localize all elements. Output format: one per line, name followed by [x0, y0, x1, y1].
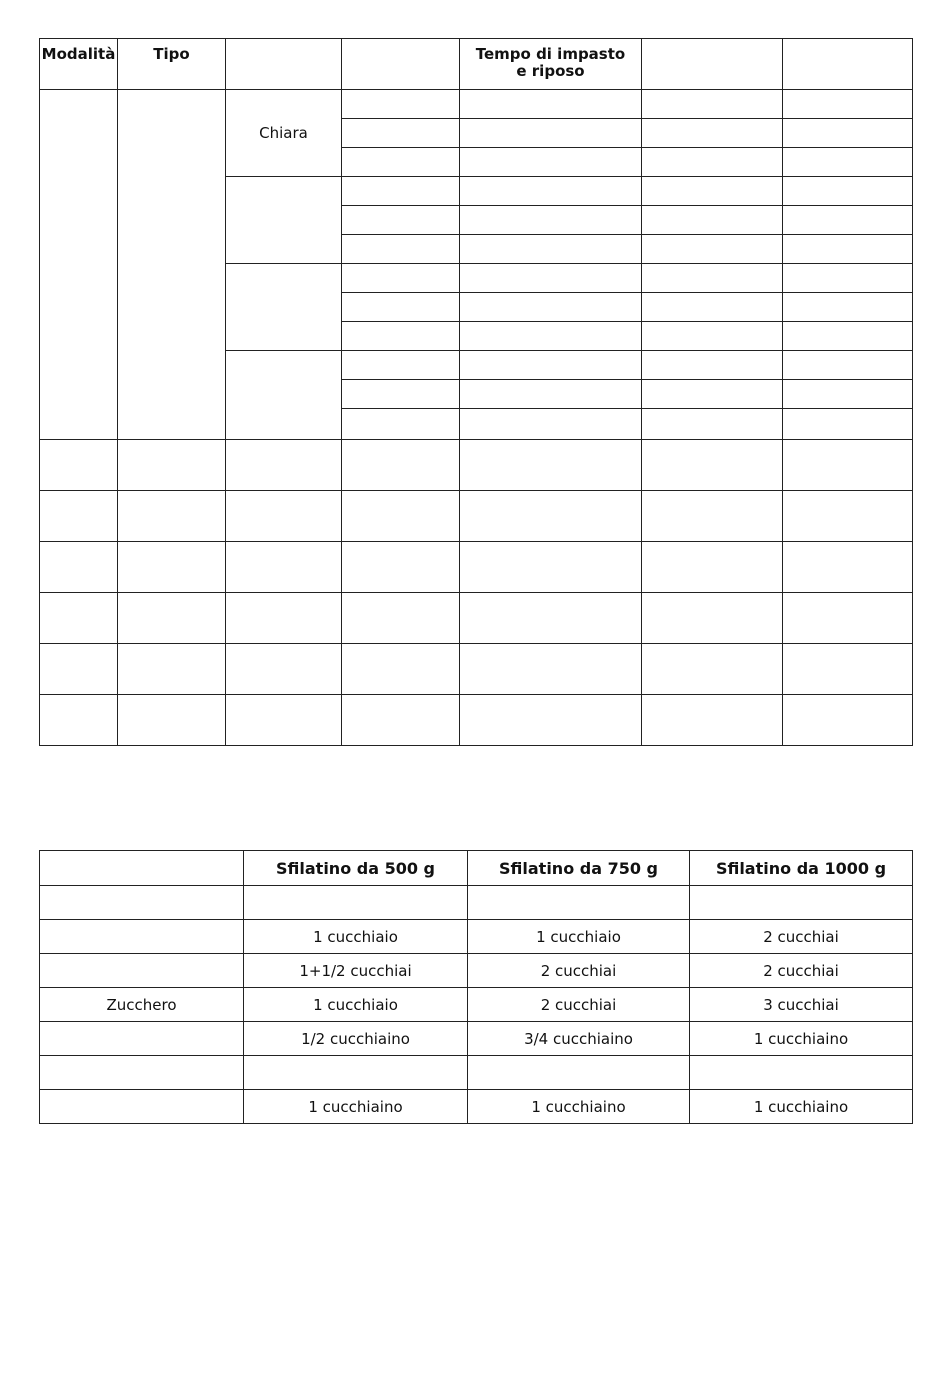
table-cell [40, 695, 118, 746]
table-cell [118, 644, 226, 695]
table-cell [460, 235, 642, 264]
qty-750g: 1 cucchiaio [468, 920, 690, 954]
table-cell [342, 264, 460, 293]
qty-750g: 2 cucchiai [468, 954, 690, 988]
qty-1000g: 1 cucchiaino [690, 1022, 913, 1056]
table-cell [642, 177, 783, 206]
table-cell [226, 695, 342, 746]
tipo-cell [118, 90, 226, 440]
table-cell [40, 491, 118, 542]
table-cell [342, 206, 460, 235]
table-cell [642, 409, 783, 440]
program-table [39, 38, 913, 746]
table-cell [342, 322, 460, 351]
ingredient-name: Zucchero [40, 988, 244, 1022]
ingredient-name [40, 1090, 244, 1124]
table-row [40, 695, 913, 746]
table-cell [642, 644, 783, 695]
table-cell [460, 206, 642, 235]
table-cell [783, 90, 913, 119]
modalita-cell [40, 90, 118, 440]
table-cell [460, 90, 642, 119]
table-cell [342, 148, 460, 177]
qty-1000g: 2 cucchiai [690, 954, 913, 988]
table-row [40, 90, 913, 119]
table-row [40, 1056, 913, 1090]
table-cell [460, 491, 642, 542]
table-cell [342, 440, 460, 491]
table-cell [642, 264, 783, 293]
table-row [40, 593, 913, 644]
table-cell [783, 695, 913, 746]
header-tipo: Tipo [118, 39, 226, 90]
qty-750g: 2 cucchiai [468, 988, 690, 1022]
table-cell [226, 491, 342, 542]
table-cell [642, 380, 783, 409]
qty-500g [244, 886, 468, 920]
table-cell [460, 593, 642, 644]
qty-750g [468, 1056, 690, 1090]
table-cell [226, 440, 342, 491]
table-cell [342, 644, 460, 695]
table-cell [118, 593, 226, 644]
table-cell [783, 206, 913, 235]
table-cell [642, 119, 783, 148]
table-header-row [40, 851, 913, 886]
qty-500g: 1+1/2 cucchiai [244, 954, 468, 988]
table-cell [642, 206, 783, 235]
qty-1000g [690, 1056, 913, 1090]
qty-1000g [690, 886, 913, 920]
table-header-row [40, 39, 913, 90]
table-cell [642, 90, 783, 119]
qty-1000g: 1 cucchiaino [690, 1090, 913, 1124]
table-cell [460, 148, 642, 177]
group-label-3 [226, 264, 342, 351]
header-tempo-impasto [460, 39, 642, 90]
qty-500g [244, 1056, 468, 1090]
table-cell [342, 593, 460, 644]
table-cell [642, 491, 783, 542]
header-tempo-line1: Tempo di impasto [475, 45, 626, 63]
qty-750g: 1 cucchiaino [468, 1090, 690, 1124]
header-col3 [226, 39, 342, 90]
header-1000g: Sfilatino da 1000 g [690, 851, 913, 886]
table-cell [342, 119, 460, 148]
ingredient-name [40, 920, 244, 954]
table-cell [40, 593, 118, 644]
qty-1000g: 2 cucchiai [690, 920, 913, 954]
table-cell [40, 440, 118, 491]
table-cell [783, 542, 913, 593]
header-col7 [783, 39, 913, 90]
table-cell [460, 380, 642, 409]
table-cell [783, 119, 913, 148]
table-cell [783, 351, 913, 380]
table-cell [783, 293, 913, 322]
table-cell [118, 491, 226, 542]
table-row [40, 1022, 913, 1056]
table-cell [342, 695, 460, 746]
header-500g: Sfilatino da 500 g [244, 851, 468, 886]
table-cell [642, 542, 783, 593]
table-cell [642, 440, 783, 491]
table-cell [118, 542, 226, 593]
qty-500g: 1 cucchiaio [244, 988, 468, 1022]
table-cell [226, 593, 342, 644]
table-cell [642, 593, 783, 644]
group-label-4 [226, 351, 342, 440]
ingredient-name [40, 1056, 244, 1090]
header-modalita: Modalità [40, 39, 118, 90]
table-cell [460, 542, 642, 593]
table-cell [226, 644, 342, 695]
table-cell [783, 380, 913, 409]
header-tempo-line2: e riposo [516, 62, 585, 80]
table-cell [783, 409, 913, 440]
table-cell [783, 148, 913, 177]
table-cell [40, 542, 118, 593]
table-row [40, 886, 913, 920]
qty-750g: 3/4 cucchiaino [468, 1022, 690, 1056]
group-label-chiara: Chiara [226, 90, 342, 177]
table-row [40, 440, 913, 491]
table-cell [783, 177, 913, 206]
table-cell [342, 293, 460, 322]
table-cell [642, 322, 783, 351]
table-cell [342, 380, 460, 409]
ingredients-table [39, 850, 913, 1124]
table-cell [40, 644, 118, 695]
table-cell [342, 235, 460, 264]
qty-750g [468, 886, 690, 920]
table-cell [460, 440, 642, 491]
table-row [40, 491, 913, 542]
table-cell [642, 148, 783, 177]
qty-500g: 1/2 cucchiaino [244, 1022, 468, 1056]
table-cell [642, 351, 783, 380]
header-ingredient [40, 851, 244, 886]
group-label-2 [226, 177, 342, 264]
table-cell [783, 491, 913, 542]
table-cell [783, 644, 913, 695]
table-row [40, 954, 913, 988]
table-cell [460, 293, 642, 322]
table-cell [226, 542, 342, 593]
ingredient-name [40, 954, 244, 988]
ingredient-name [40, 886, 244, 920]
qty-500g: 1 cucchiaino [244, 1090, 468, 1124]
table-cell [460, 264, 642, 293]
header-col6 [642, 39, 783, 90]
table-cell [118, 440, 226, 491]
table-cell [342, 177, 460, 206]
table-row [40, 988, 913, 1022]
table-cell [783, 440, 913, 491]
table-row [40, 1090, 913, 1124]
table-cell [342, 90, 460, 119]
table-cell [460, 322, 642, 351]
table-cell [642, 695, 783, 746]
table-cell [342, 542, 460, 593]
table-cell [783, 593, 913, 644]
table-cell [783, 322, 913, 351]
table-row [40, 644, 913, 695]
ingredient-name [40, 1022, 244, 1056]
table-cell [460, 644, 642, 695]
table-cell [783, 264, 913, 293]
qty-1000g: 3 cucchiai [690, 988, 913, 1022]
table-cell [642, 235, 783, 264]
table-cell [783, 235, 913, 264]
table-cell [118, 695, 226, 746]
table-cell [460, 177, 642, 206]
table-cell [342, 491, 460, 542]
table-cell [342, 351, 460, 380]
table-cell [342, 409, 460, 440]
header-750g: Sfilatino da 750 g [468, 851, 690, 886]
qty-500g: 1 cucchiaio [244, 920, 468, 954]
header-col4 [342, 39, 460, 90]
table-row [40, 542, 913, 593]
table-cell [642, 293, 783, 322]
table-cell [460, 351, 642, 380]
table-cell [460, 409, 642, 440]
table-cell [460, 695, 642, 746]
table-row [40, 920, 913, 954]
table-cell [460, 119, 642, 148]
